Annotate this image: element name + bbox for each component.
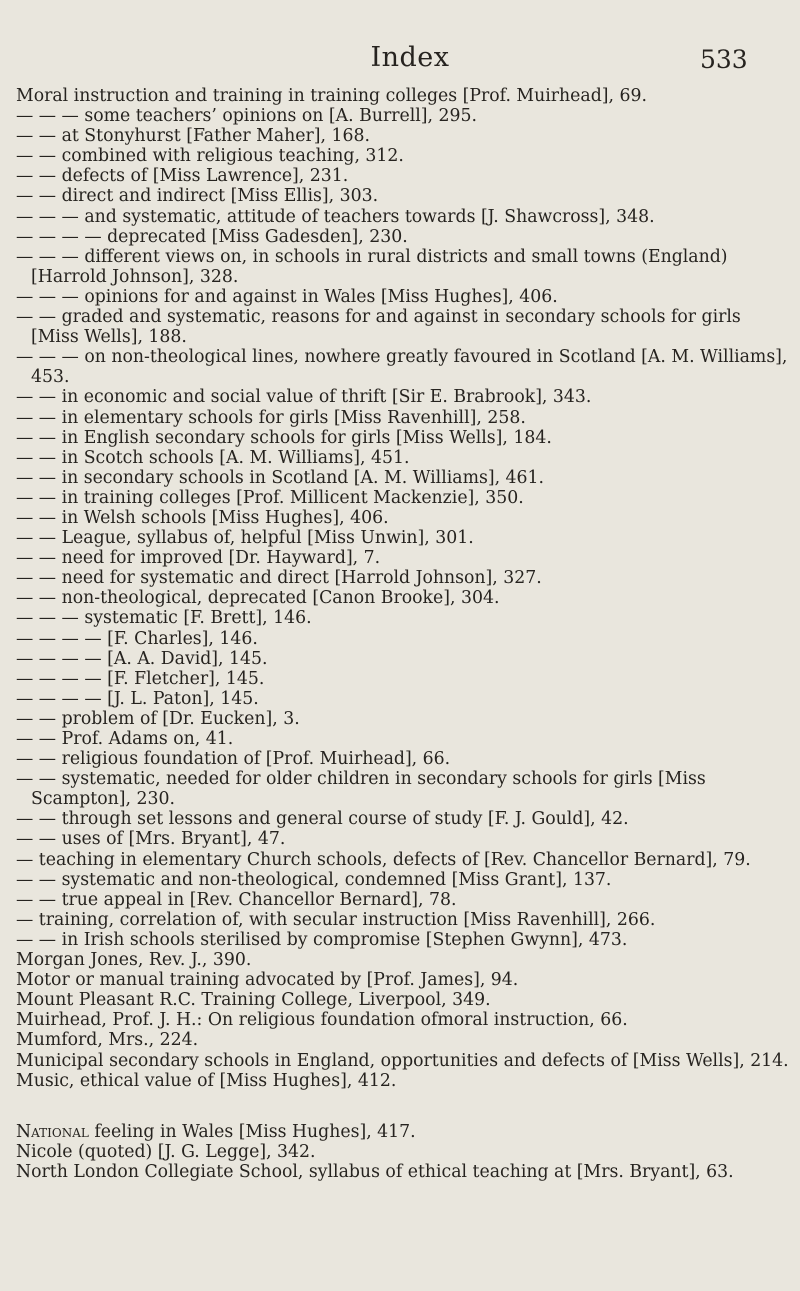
entry-text: graded and systematic, reasons for and against in secondary schools for girls [Miss Wells], 188. (31, 307, 741, 348)
running-head-title: Index (370, 42, 450, 73)
entry-text: Moral instruction and training in training colleges [Prof. Muirhead], 69. (16, 86, 647, 106)
entry-text: Motor or manual training advocated by [Prof. James], 94. (16, 970, 519, 991)
index-entry (16, 408, 791, 428)
index-entry (16, 669, 791, 689)
entry-dashes: — — — (16, 608, 85, 629)
index-entry (16, 870, 791, 890)
entry-dashes: — — (16, 186, 62, 207)
index-entry (16, 207, 791, 227)
entry-text: [A. A. David], 145. (107, 648, 268, 669)
index-entry (16, 689, 791, 709)
entry-text: feeling in Wales [Miss Hughes], 417. (88, 1122, 416, 1142)
index-entry (16, 1010, 791, 1030)
entry-text: in English secondary schools for girls [Miss Wells], 184. (61, 427, 552, 448)
entry-text: training, correlation of, with secular instruction [Miss Ravenhill], 266. (38, 909, 656, 930)
index-entry (16, 930, 791, 950)
entry-lead-smallcaps: National (16, 1122, 89, 1142)
entry-text: in Irish schools sterilised by compromise [Stephen Gwynn], 473. (61, 929, 628, 950)
index-entry (16, 1071, 791, 1091)
entry-text: some teachers’ opinions on [A. Burrell], 295. (84, 106, 477, 127)
entry-text: [J. L. Paton], 145. (107, 688, 259, 709)
index-entry (16, 769, 791, 809)
entry-text: Prof. Adams on, 41. (61, 729, 234, 749)
entry-dashes: — — (16, 708, 62, 729)
index-entry (16, 850, 791, 870)
index-entry (16, 1122, 791, 1142)
entry-text: uses of [Mrs. Bryant], 47. (61, 829, 286, 850)
entry-dashes: — — (16, 528, 62, 549)
entry-text: Muirhead, Prof. J. H.: On religious foundation ofmoral instruction, 66. (16, 1010, 628, 1031)
entry-text: Mount Pleasant R.C. Training College, Liverpool, 349. (16, 990, 491, 1011)
index-entry (16, 809, 791, 829)
entry-text: [F. Fletcher], 145. (107, 668, 265, 689)
entry-dashes: — — (16, 729, 62, 749)
entry-text: in economic and social value of thrift [Sir E. Brabrook], 343. (61, 387, 592, 408)
entry-dashes: — — (16, 568, 62, 589)
page-number: 533 (700, 45, 748, 74)
index-entry (16, 106, 791, 126)
entry-text: opinions for and against in Wales [Miss Hughes], 406. (84, 286, 558, 307)
index-entry (16, 970, 791, 990)
entry-text: teaching in elementary Church schools, defects of [Rev. Chancellor Bernard], 79. (38, 849, 751, 870)
entry-dashes: — — (16, 387, 62, 408)
entry-text: in training colleges [Prof. Millicent Mackenzie], 350. (61, 487, 524, 508)
entry-dashes: — — (16, 467, 62, 488)
entry-dashes: — (16, 849, 39, 870)
entry-dashes: — — (16, 447, 62, 468)
index-entry (16, 890, 791, 910)
index-entry (16, 186, 791, 206)
index-entry (16, 1142, 791, 1162)
index-entry (16, 347, 791, 387)
index-entry (16, 126, 791, 146)
entry-dashes: — — (16, 166, 62, 187)
entry-dashes: — — — (16, 246, 85, 267)
entry-dashes: — — — (16, 106, 85, 127)
entry-text: need for improved [Dr. Hayward], 7. (61, 548, 381, 569)
entry-dashes: — — — — (16, 688, 108, 709)
index-entry (16, 588, 791, 608)
entry-text: systematic [F. Brett], 146. (84, 608, 312, 629)
index-entry (16, 86, 791, 106)
index-entry (16, 950, 791, 970)
entry-text: Music, ethical value of [Miss Hughes], 412. (16, 1070, 397, 1091)
entry-dashes: — — (16, 769, 62, 790)
entry-text: problem of [Dr. Eucken], 3. (61, 708, 300, 729)
index-entries-m (16, 86, 791, 1091)
entry-dashes: — — (16, 487, 62, 508)
entry-text: at Stonyhurst [Father Maher], 168. (61, 126, 370, 147)
entry-dashes: — — (16, 507, 62, 528)
entry-dashes: — — (16, 146, 62, 167)
entry-dashes: — — — — (16, 668, 108, 689)
index-entry (16, 287, 791, 307)
entry-text: League, syllabus of, helpful [Miss Unwin], 301. (61, 528, 474, 549)
entry-dashes: — — (16, 929, 62, 950)
entry-dashes: — — — — (16, 226, 108, 247)
entry-dashes: — — — — (16, 648, 108, 669)
entry-text: need for systematic and direct [Harrold Johnson], 327. (61, 568, 542, 589)
index-entry (16, 548, 791, 568)
entry-text: combined with religious teaching, 312. (61, 146, 404, 167)
entry-text: defects of [Miss Lawrence], 231. (61, 166, 349, 187)
entry-text: in Welsh schools [Miss Hughes], 406. (61, 507, 389, 528)
entry-text: Nicole (quoted) [J. G. Legge], 342. (16, 1142, 316, 1163)
entry-text: systematic, needed for older children in secondary schools for girls [Miss Scampton], 230. (31, 769, 706, 810)
entry-text: through set lessons and general course of study [F. J. Gould], 42. (61, 809, 629, 830)
index-entry (16, 749, 791, 769)
index-entry (16, 448, 791, 468)
entry-dashes: — — (16, 809, 62, 830)
entry-text: deprecated [Miss Gadesden], 230. (107, 226, 408, 247)
entry-dashes: — — (16, 749, 62, 770)
entry-dashes: — — — (16, 347, 85, 368)
index-entry (16, 629, 791, 649)
entry-text: religious foundation of [Prof. Muirhead], 66. (61, 749, 451, 770)
index-entry (16, 1162, 791, 1182)
entry-text: on non-theological lines, nowhere greatly favoured in Scotland [A. M. Williams], 453. (31, 347, 788, 388)
entry-text: [F. Charles], 146. (107, 628, 258, 649)
entry-text: direct and indirect [Miss Ellis], 303. (61, 186, 379, 207)
index-entry (16, 488, 791, 508)
entry-text: North London Collegiate School, syllabus of ethical teaching at [Mrs. Bryant], 63. (16, 1162, 734, 1183)
index-entry (16, 608, 791, 628)
entry-text: and systematic, attitude of teachers towards [J. Shawcross], 348. (84, 206, 655, 227)
entry-text: different views on, in schools in rural districts and small towns (England) [Harrold Johnson], 328. (31, 246, 728, 287)
entry-text: systematic and non-theological, condemned [Miss Grant], 137. (61, 869, 612, 890)
index-entry (16, 729, 791, 749)
entry-text: non-theological, deprecated [Canon Brooke], 304. (61, 588, 500, 609)
index-entry (16, 146, 791, 166)
entry-text: in secondary schools in Scotland [A. M. Williams], 461. (61, 467, 545, 488)
entry-dashes: — — (16, 588, 62, 609)
entry-dashes: — — (16, 548, 62, 569)
entry-text: Mumford, Mrs., 224. (16, 1030, 199, 1051)
entry-text: in elementary schools for girls [Miss Ravenhill], 258. (61, 407, 526, 428)
index-entries-n (16, 1122, 791, 1182)
index-entry (16, 247, 791, 287)
entry-dashes: — — (16, 889, 62, 910)
index-entry (16, 387, 791, 407)
entry-dashes: — — (16, 307, 62, 328)
entry-dashes: — — (16, 427, 62, 448)
entry-text: Municipal secondary schools in England, opportunities and defects of [Miss Wells], 214. (16, 1050, 789, 1071)
entry-dashes: — (16, 909, 39, 930)
index-entry (16, 709, 791, 729)
index-entry (16, 1030, 791, 1050)
entry-dashes: — — (16, 126, 62, 147)
index-entry (16, 990, 791, 1010)
entry-text: true appeal in [Rev. Chancellor Bernard], 78. (61, 889, 457, 910)
index-entry (16, 910, 791, 930)
entry-dashes: — — — (16, 206, 85, 227)
index-entry (16, 227, 791, 247)
index-entry (16, 649, 791, 669)
index-entry (16, 166, 791, 186)
entry-text: in Scotch schools [A. M. Williams], 451. (61, 447, 410, 468)
index-entry (16, 508, 791, 528)
entry-text: Morgan Jones, Rev. J., 390. (16, 950, 252, 971)
entry-dashes: — — — (16, 286, 85, 307)
entry-dashes: — — (16, 869, 62, 890)
index-entry (16, 428, 791, 448)
entry-dashes: — — — — (16, 628, 108, 649)
index-entry (16, 568, 791, 588)
index-entry (16, 307, 791, 347)
entry-dashes: — — (16, 407, 62, 428)
index-entry (16, 1051, 791, 1071)
index-entry (16, 468, 791, 488)
index-entry (16, 829, 791, 849)
entry-dashes: — — (16, 829, 62, 850)
index-entry (16, 528, 791, 548)
